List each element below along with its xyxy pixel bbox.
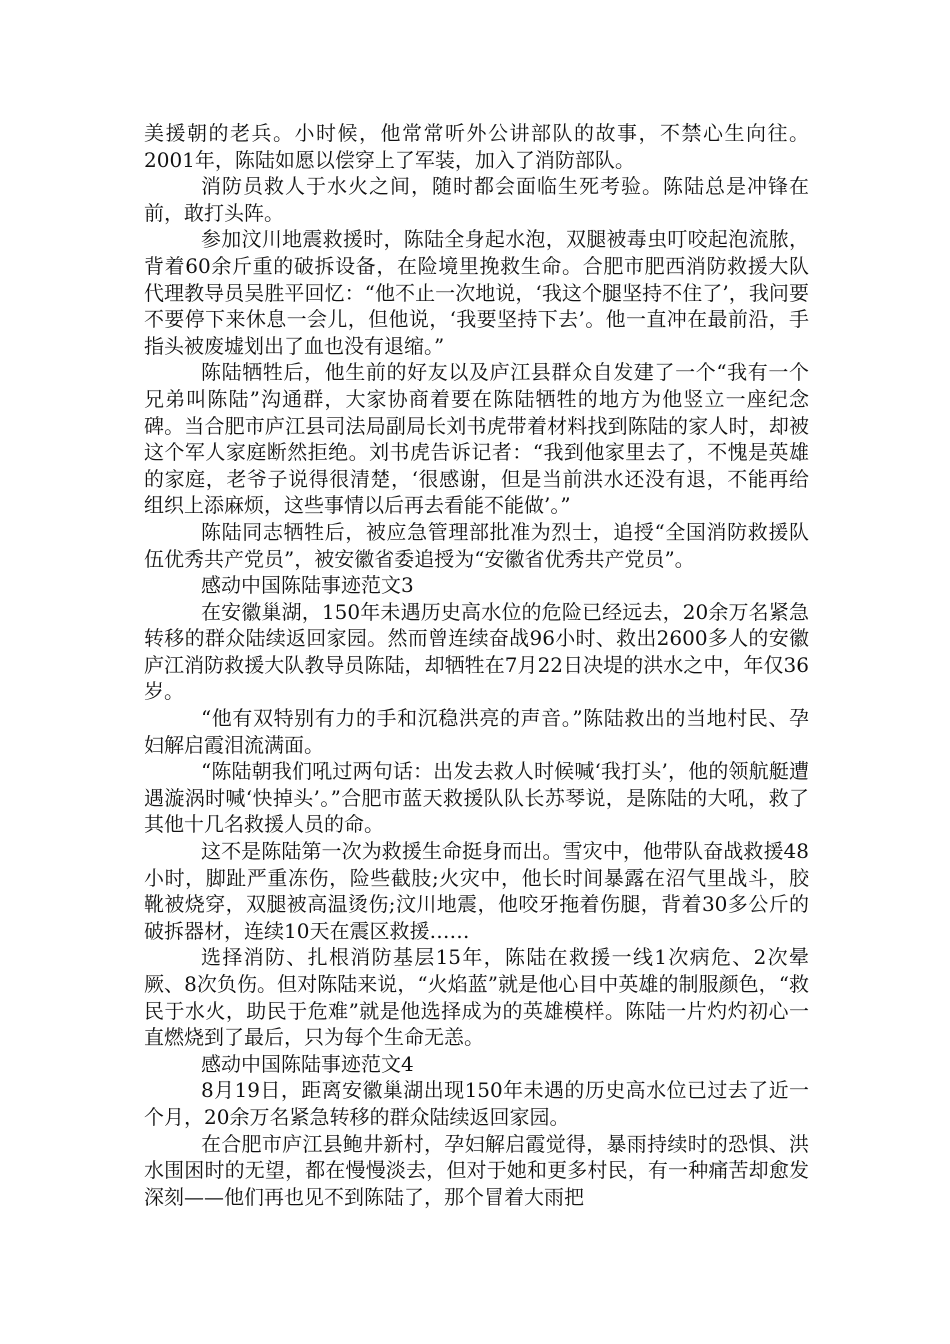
paragraph-5: 陈陆同志牺牲后，被应急管理部批准为烈士，追授“全国消防救援队伍优秀共产党员”，被安徽省委追授为“安徽省优秀共产党员”。 bbox=[144, 519, 809, 571]
paragraph-3: 参加汶川地震救援时，陈陆全身起水泡，双腿被毒虫叮咬起泡流脓，背着60余斤重的破拆设备，在险境里挽救生命。合肥市肥西消防救援大队代理教导员吴胜平回忆：“他不止一次地说，‘我这个腿坚持不住了’，我问要不要停下来休息一会儿，但他说，‘我要坚持下去’。他一直冲在最前沿，手指头被废墟划出了血也没有退缩。” bbox=[144, 227, 809, 358]
paragraph-6: 在安徽巢湖，150年未遇历史高水位的危险已经远去，20余万名紧急转移的群众陆续返回家园。然而曾连续奋战96小时、救出2600多人的安徽庐江消防救援大队教导员陈陆，却牺牲在7月22日决堤的洪水之中，年仅36岁。 bbox=[144, 599, 809, 704]
paragraph-12: 在合肥市庐江县鲍井新村，孕妇解启霞觉得，暴雨持续时的恐惧、洪水围困时的无望，都在慢慢淡去，但对于她和更多村民，有一种痛苦却愈发深刻——他们再也见不到陈陆了，那个冒着大雨把 bbox=[144, 1131, 809, 1209]
paragraph-9: 这不是陈陆第一次为救援生命挺身而出。雪灾中，他带队奋战救援48小时，脚趾严重冻伤，险些截肢;火灾中，他长时间暴露在沼气里战斗，胶靴被烧穿，双腿被高温烫伤;汶川地震，他咬牙拖着伤腿，背着30多公斤的破拆器材，连续10天在震区救援…… bbox=[144, 839, 809, 943]
paragraph-7: “他有双特别有力的手和沉稳洪亮的声音。”陈陆救出的当地村民、孕妇解启霞泪流满面。 bbox=[144, 706, 809, 757]
paragraph-1: 美援朝的老兵。小时候，他常常听外公讲部队的故事，不禁心生向往。2001年，陈陆如愿以偿穿上了军装，加入了消防部队。 bbox=[144, 121, 809, 172]
paragraph-11: 8月19日，距离安徽巢湖出现150年未遇的历史高水位已过去了近一个月，20余万名紧急转移的群众陆续返回家园。 bbox=[144, 1078, 809, 1129]
document-page bbox=[144, 120, 809, 1210]
paragraph-10: 选择消防、扎根消防基层15年，陈陆在救援一线1次病危、2次晕厥、8次负伤。但对陈陆来说，“火焰蓝”就是他心目中英雄的制服颜色，“救民于水火，助民于危难”就是他选择成为的英雄模样。陈陆一片灼灼初心一直燃烧到了最后，只为每个生命无恙。 bbox=[144, 945, 809, 1050]
paragraph-4: 陈陆牺牲后，他生前的好友以及庐江县群众自发建了一个“我有一个兄弟叫陈陆”沟通群，大家协商着要在陈陆牺牲的地方为他竖立一座纪念碑。当合肥市庐江县司法局副局长刘书虎带着材料找到陈陆的家人时，却被这个军人家庭断然拒绝。刘书虎告诉记者：“我到他家里去了，不愧是英雄的家庭，老爷子说得很清楚，‘很感谢，但是当前洪水还没有退，不能再给组织上添麻烦，这些事情以后再去看能不能做’。” bbox=[144, 360, 809, 518]
section-heading-4: 感动中国陈陆事迹范文4 bbox=[201, 1051, 414, 1076]
paragraph-8: “陈陆朝我们吼过两句话：出发去救人时候喊‘我打头’，他的领航艇遭遇漩涡时喊‘快掉头’。”合肥市蓝天救援队队长苏琴说，是陈陆的大吼，救了其他十几名救援人员的命。 bbox=[144, 759, 809, 837]
paragraph-2: 消防员救人于水火之间，随时都会面临生死考验。陈陆总是冲锋在前，敢打头阵。 bbox=[144, 174, 809, 225]
section-heading-3: 感动中国陈陆事迹范文3 bbox=[201, 573, 414, 598]
